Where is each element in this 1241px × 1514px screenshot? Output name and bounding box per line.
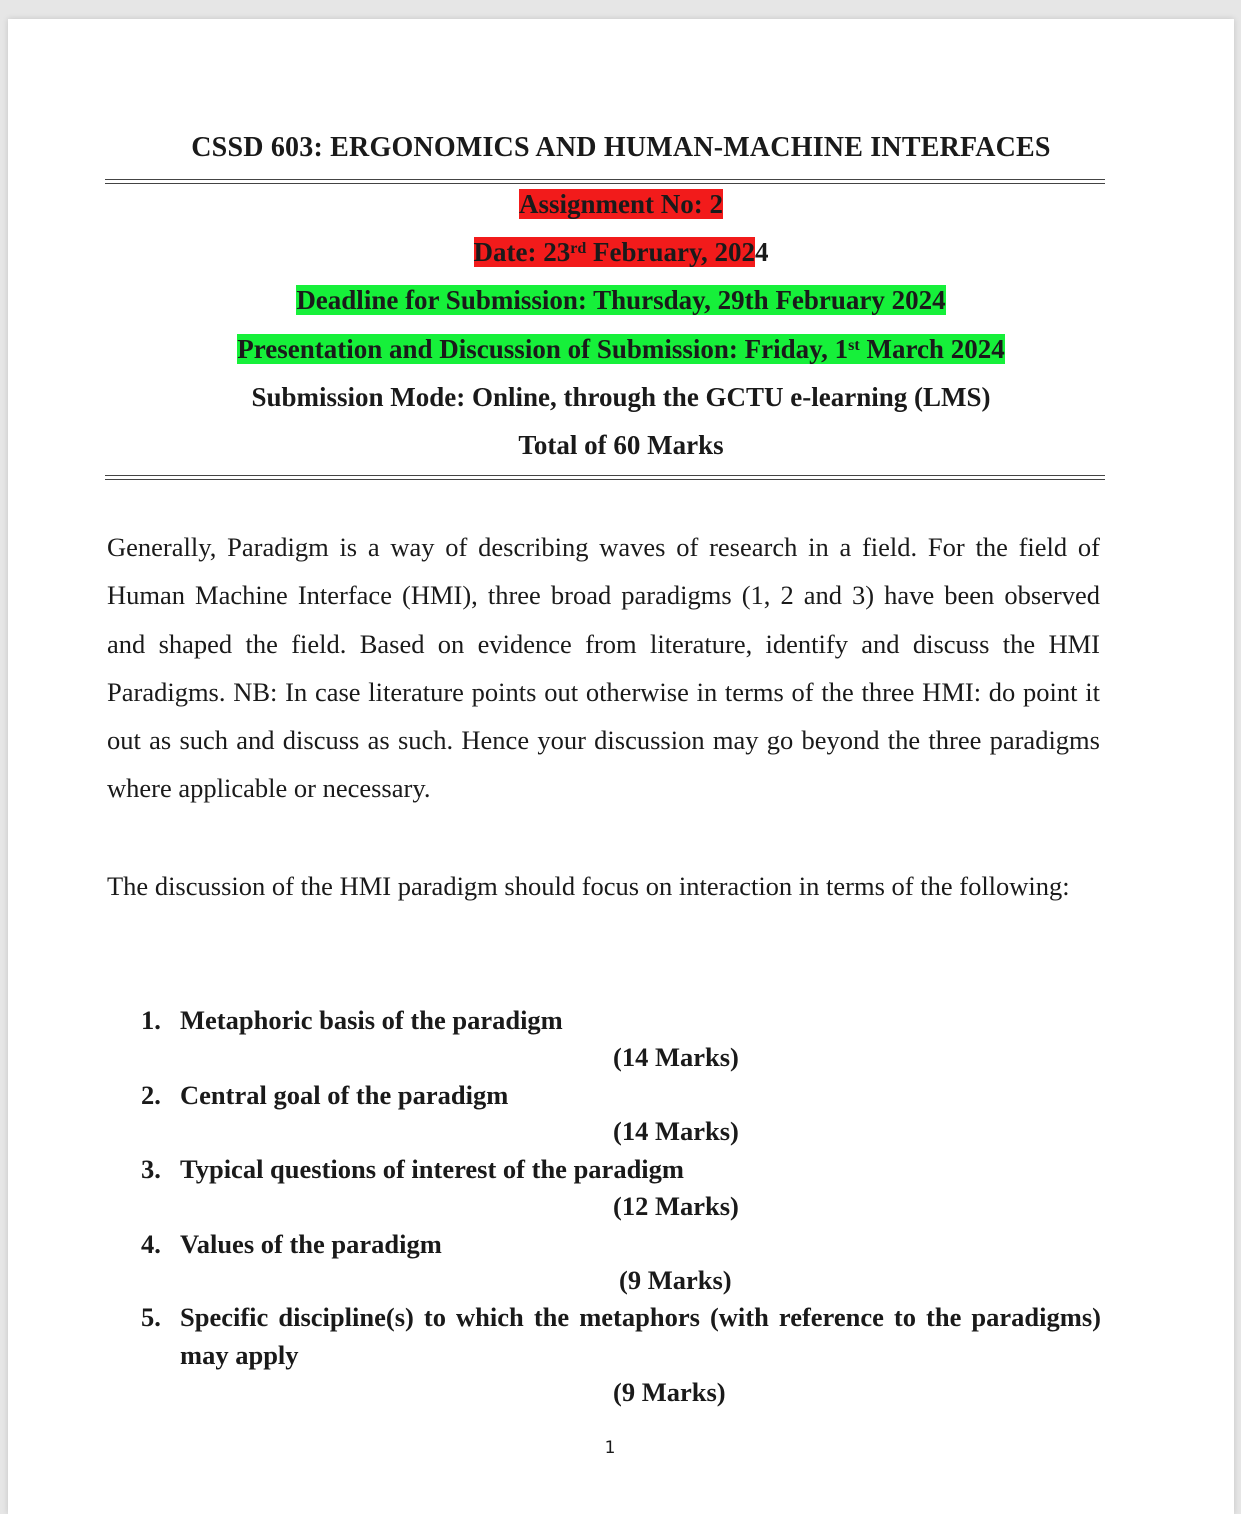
header-rule-bottom <box>105 475 1105 480</box>
presentation-prefix: Presentation and Discussion of Submission: Friday, 1 <box>237 334 849 364</box>
page-number: 1 <box>604 1438 616 1458</box>
document-page <box>8 19 1234 1514</box>
list-item-marks: (12 Marks) <box>613 1191 739 1221</box>
date-superscript: rd <box>570 240 587 257</box>
presentation-suffix: March 2024 <box>859 334 1005 364</box>
date-prefix: Date: 23 <box>473 237 571 267</box>
submission-mode: Submission Mode: Online, through the GCTU e-learning (LMS) <box>251 382 991 412</box>
list-item-number: 1. <box>141 1005 161 1035</box>
list-item-number: 3. <box>141 1154 161 1184</box>
deadline-line <box>8 283 1234 317</box>
date-highlighted <box>474 237 755 267</box>
header-rule-top <box>105 179 1105 184</box>
list-item-number: 4. <box>141 1229 161 1259</box>
date-rest-plain: 4 <box>754 237 769 267</box>
list-item-text: Specific discipline(s) to which the metaphors (with reference to the paradigms) may apply <box>180 1302 1101 1370</box>
list-item-text: Central goal of the paradigm <box>180 1080 509 1110</box>
list-item-marks: (9 Marks) <box>613 1377 726 1407</box>
list-item-number: 2. <box>141 1080 161 1110</box>
presentation-text <box>237 334 1004 364</box>
deadline-text: Deadline for Submission: Thursday, 29th February 2024 <box>296 285 946 315</box>
list-item-number: 5. <box>141 1302 161 1332</box>
list-item-marks: (9 Marks) <box>619 1265 732 1295</box>
presentation-superscript: st <box>848 337 860 354</box>
presentation-line <box>8 332 1234 366</box>
list-item-marks: (14 Marks) <box>613 1042 739 1072</box>
intro-paragraph: Generally, Paradigm is a way of describing waves of research in a field. For the field of Human Machine Interface (HMI), three broad paradigms (1, 2 and 3) have been observed and shaped the field. Based on evidence from literature, identify and discuss the HMI Paradigms. NB: In case literature points out otherwise in terms of the three HMI: do point it out as such and discuss as such. Hence your discussion may go beyond the three paradigms where applicable or necessary. <box>107 532 1100 804</box>
list-item-text: Typical questions of interest of the paradigm <box>180 1154 684 1184</box>
focus-paragraph: The discussion of the HMI paradigm should focus on interaction in terms of the following: <box>107 871 1070 901</box>
date-line <box>8 235 1234 269</box>
total-marks: Total of 60 Marks <box>518 430 724 460</box>
list-item-text: Values of the paradigm <box>180 1229 442 1259</box>
list-item-marks: (14 Marks) <box>613 1116 739 1146</box>
assignment-line <box>8 187 1234 221</box>
list-item-text: Metaphoric basis of the paradigm <box>180 1005 563 1035</box>
date-rest-highlighted: February, 202 <box>586 237 755 267</box>
assignment-number: Assignment No: 2 <box>518 189 723 219</box>
course-title: CSSD 603: ERGONOMICS AND HUMAN-MACHINE INTERFACES <box>191 132 1051 163</box>
